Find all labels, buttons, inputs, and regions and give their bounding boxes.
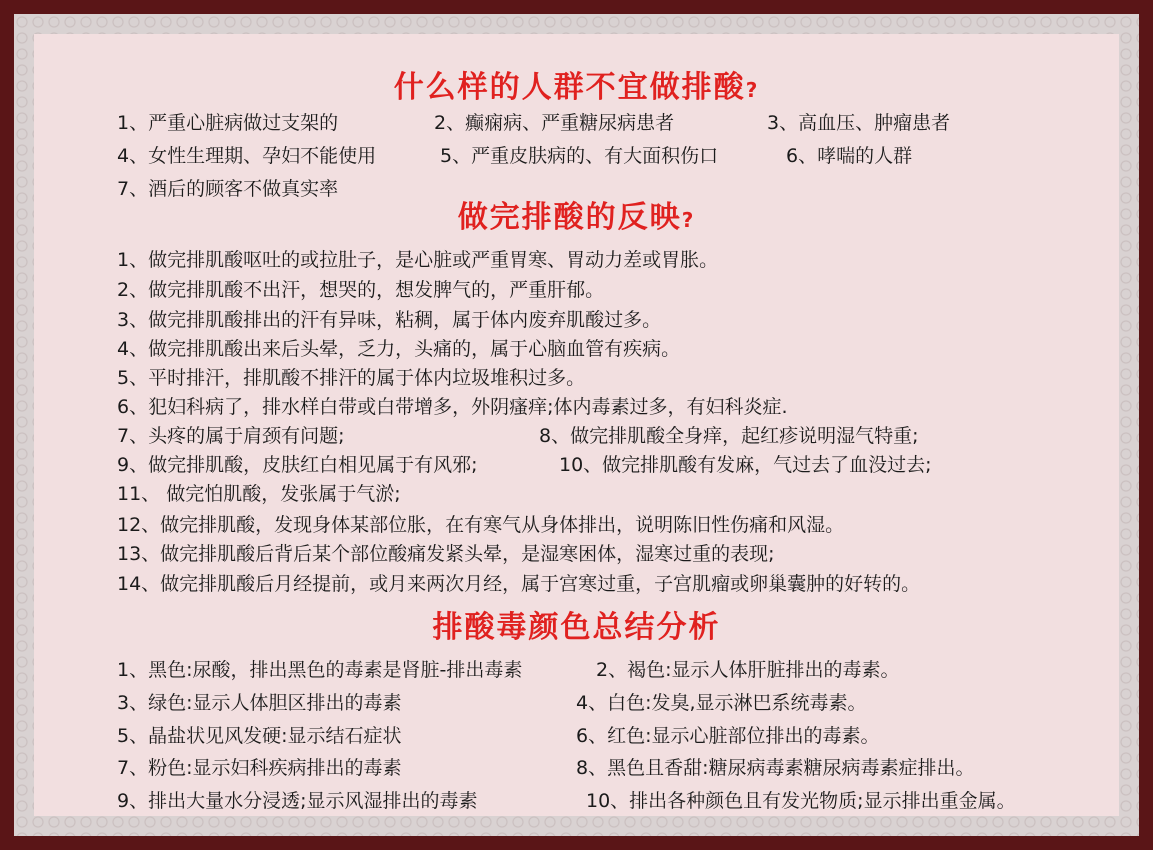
list-item: 2、癫痫病、严重糖尿病患者 [434, 112, 675, 134]
list-item: 13、做完排肌酸后背后某个部位酸痛发紧头晕，是湿寒困体，湿寒过重的表现; [117, 543, 775, 565]
list-item: 1、做完排肌酸呕吐的或拉肚子，是心脏或严重胃寒、胃动力差或胃胀。 [117, 249, 719, 271]
section-title-color-analysis: 排酸毒颜色总结分析 [432, 610, 721, 645]
list-item: 8、黑色且香甜:糖尿病毒素糖尿病毒素症排出。 [576, 757, 975, 779]
decorative-border [14, 14, 1139, 836]
list-item: 10、做完排肌酸有发麻，气过去了血没过去; [559, 454, 932, 476]
list-item: 12、做完排肌酸，发现身体某部位胀，在有寒气从身体排出，说明陈旧性伤痛和风湿。 [117, 514, 845, 536]
list-item: 9、排出大量水分浸透;显示风湿排出的毒素 [117, 790, 478, 812]
list-item: 5、平时排汗，排肌酸不排汗的属于体内垃圾堆积过多。 [117, 367, 586, 389]
list-item: 2、褐色:显示人体肝脏排出的毒素。 [596, 659, 900, 681]
list-item: 1、严重心脏病做过支架的 [117, 112, 339, 134]
list-item: 9、做完排肌酸，皮肤红白相见属于有风邪; [117, 454, 478, 476]
list-item: 5、严重皮肤病的、有大面积伤口 [440, 145, 719, 167]
list-item: 6、犯妇科病了，排水样白带或白带增多，外阴瘙痒;体内毒素过多，有妇科炎症. [117, 396, 788, 418]
list-item: 8、做完排肌酸全身痒，起红疹说明湿气特重; [539, 425, 919, 447]
list-item: 2、做完排肌酸不出汗，想哭的，想发脾气的，严重肝郁。 [117, 279, 605, 301]
list-item: 6、哮喘的人群 [786, 145, 913, 167]
list-item: 14、做完排肌酸后月经提前，或月来两次月经，属于宫寒过重，子宫肌瘤或卵巢囊肿的好转的。 [117, 573, 921, 595]
list-item: 11、 做完怕肌酸，发张属于气淤; [117, 483, 401, 505]
list-item: 3、做完排肌酸排出的汗有异味，粘稠，属于体内废弃肌酸过多。 [117, 309, 662, 331]
list-item: 4、女性生理期、孕妇不能使用 [117, 145, 377, 167]
list-item: 10、排出各种颜色且有发光物质;显示排出重金属。 [586, 790, 1016, 812]
list-item: 1、黑色:尿酸，排出黑色的毒素是肾脏-排出毒素 [117, 659, 523, 681]
list-item: 7、酒后的顾客不做真实率 [117, 178, 339, 200]
list-item: 5、晶盐状见风发硬:显示结石症状 [117, 725, 402, 747]
list-item: 7、头疼的属于肩颈有问题; [117, 425, 345, 447]
content-panel [34, 34, 1119, 816]
list-item: 3、高血压、肿瘤患者 [767, 112, 951, 134]
list-item: 7、粉色:显示妇科疾病排出的毒素 [117, 757, 402, 779]
list-item: 4、做完排肌酸出来后头晕，乏力，头痛的，属于心脑血管有疾病。 [117, 338, 681, 360]
section-title-reactions: 做完排酸的反映? [457, 200, 696, 235]
list-item: 3、绿色:显示人体胆区排出的毒素 [117, 692, 402, 714]
list-item: 6、红色:显示心脏部位排出的毒素。 [576, 725, 880, 747]
section-title-unsuitable-groups: 什么样的人群不宜做排酸? [393, 70, 760, 105]
list-item: 4、白色:发臭,显示淋巴系统毒素。 [576, 692, 867, 714]
